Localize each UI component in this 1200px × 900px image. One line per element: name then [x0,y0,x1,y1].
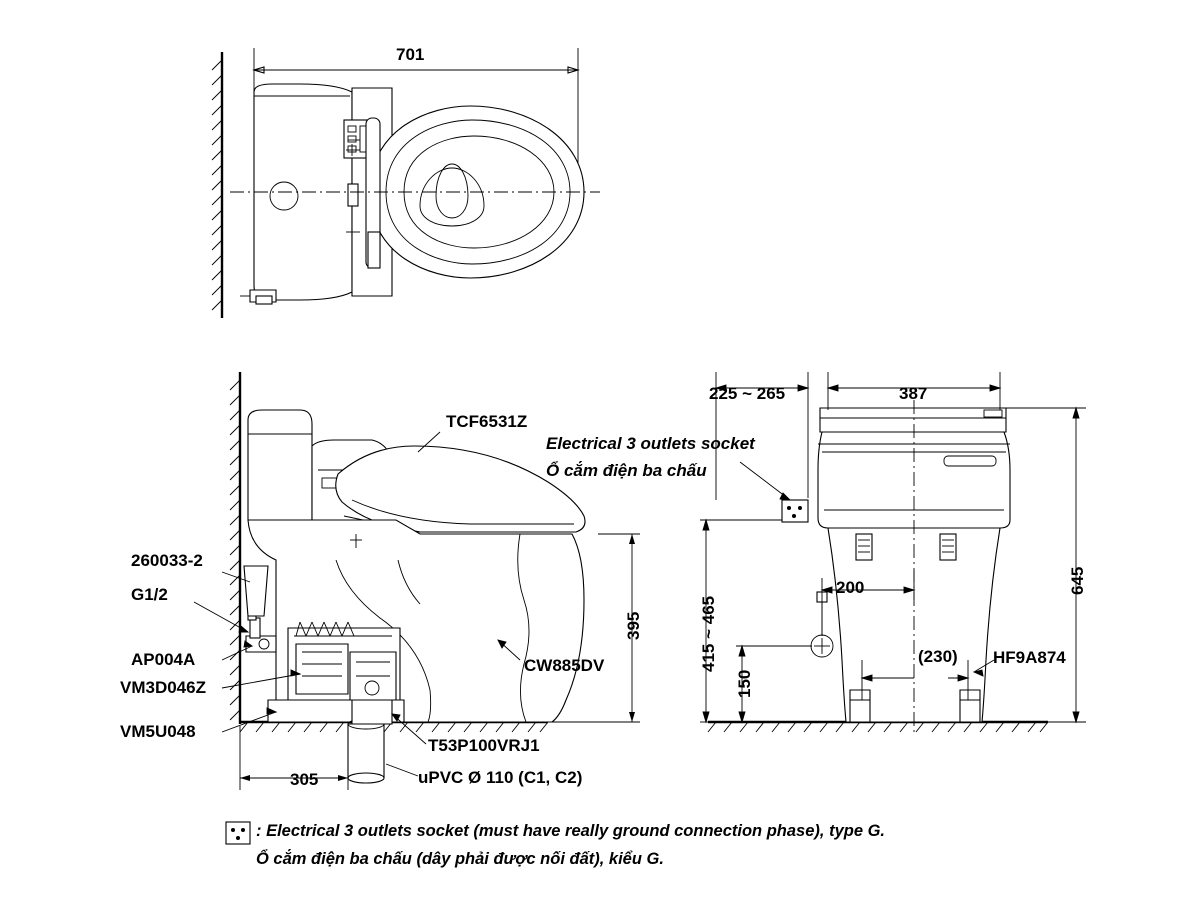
dim-label-305: 305 [290,770,319,789]
dim-label-415-465: 415 ~ 465 [699,595,718,672]
dim-label-225-265: 225 ~ 265 [709,384,786,403]
socket-symbol-side [782,500,808,522]
top-view-wall [212,52,222,318]
front-view-floor [708,722,1048,732]
dim-label-150: 150 [735,669,754,698]
dim-label-701: 701 [396,45,425,64]
label-tcf6531z: TCF6531Z [446,412,528,431]
side-view-floor [240,722,548,732]
label-hf9a874: HF9A874 [993,648,1066,667]
label-260033-2: 260033-2 [131,551,203,570]
label-ap004a: AP004A [131,650,196,669]
top-view-toilet [230,84,600,304]
label-t53p100vrj1: T53P100VRJ1 [428,736,540,755]
label-socket-vi: Ổ cắm điện ba chấu [546,461,707,480]
front-view-toilet [811,400,1010,736]
label-upvc: uPVC Ø 110 (C1, C2) [418,768,583,787]
footnote-line-vi: Ổ cắm điện ba chấu (dây phải được nối đất), kiểu G. [256,850,664,868]
footnote-socket-symbol [226,822,250,844]
footnote-line-en: : Electrical 3 outlets socket (must have really ground connection phase), type G. [256,822,885,840]
side-view-wall [230,372,240,724]
label-cw885dv: CW885DV [524,656,605,675]
dim-label-200: 200 [836,578,865,597]
dim-label-230: (230) [918,647,958,666]
label-vm3d046z: VM3D046Z [120,678,206,697]
dim-label-395: 395 [624,611,643,640]
dim-label-645: 645 [1068,566,1087,595]
label-g12: G1/2 [131,585,168,604]
dim-label-387: 387 [899,384,928,403]
label-vm5u048: VM5U048 [120,722,196,741]
label-socket-en: Electrical 3 outlets socket [546,434,755,453]
side-view-toilet [244,410,585,783]
